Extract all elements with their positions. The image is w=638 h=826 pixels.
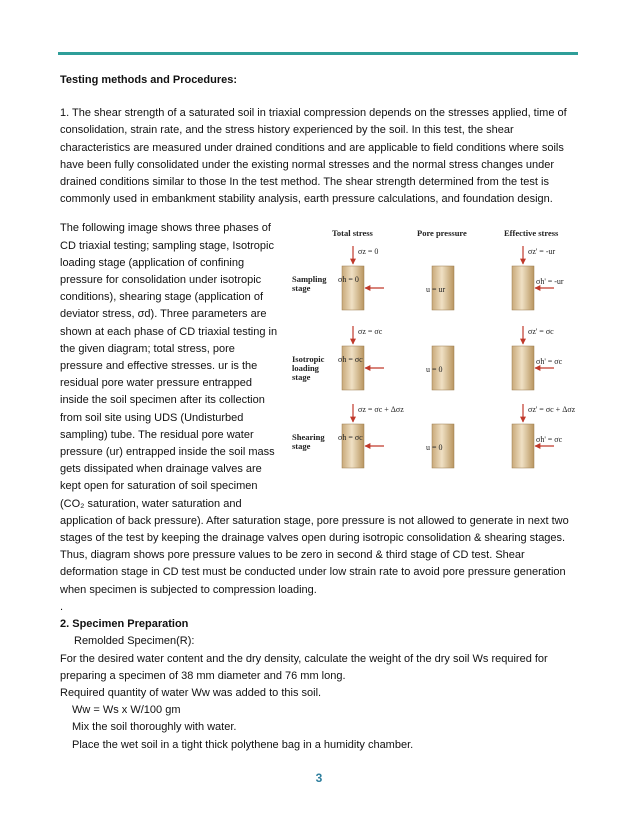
wrapped-line: inside the soil specimen after its collection <box>60 394 265 407</box>
effective-vertical-stress: σz' = σc + Δσz <box>528 405 576 415</box>
diagram-svg <box>292 224 576 484</box>
wrapped-line: residual pore water pressure entrapped <box>60 377 253 390</box>
paragraph-1-number: 1 <box>60 107 67 120</box>
wrapped-line: The following image shows three phases of <box>60 222 271 235</box>
page-number: 3 <box>315 771 323 785</box>
effective-vertical-stress: σz' = σc <box>528 327 554 337</box>
effective-lateral-stress: σh' = σc <box>536 357 563 367</box>
total-lateral-stress: σh = σc <box>338 433 363 443</box>
stage-label: Shearing <box>292 432 325 443</box>
wrapped-line: from soil site using UDS (Undisturbed <box>60 411 244 424</box>
wrapped-line: pressure (ur) entrapped inside the soil mass <box>60 446 275 459</box>
paragraph-2-continued: application of back pressure). After saturation stage, pore pressure is not allowed to generate in next two stages of the test by keeping the drainage valves open during isotropic consolidation & shearing stages. Thus, diagram shows pore pressure values to be zero in second & third stage of CD test. Shear deformation stage in CD test must be conducted under low strain rate to avoid pore pressure generation when specimen is subjected to compression loading. <box>60 514 569 596</box>
stage-label: stage <box>292 283 311 294</box>
section-2-title: 2. Specimen Preparation <box>60 618 189 631</box>
soil-specimen <box>512 266 534 310</box>
soil-specimen <box>342 266 364 310</box>
stage-label: Isotropic <box>292 354 325 365</box>
stage-label: stage <box>292 372 311 383</box>
place-line: Place the wet soil in a tight thick polythene bag in a humidity chamber. <box>72 738 414 751</box>
effective-vertical-stress: σz' = -ur <box>528 247 556 257</box>
wrapped-line: gets dissipated when drainage valves are <box>60 463 262 476</box>
total-lateral-stress: σh = 0 <box>338 275 359 285</box>
wrapped-line: sampling) tube. The residual pore water <box>60 428 254 441</box>
stray-dot: . <box>60 600 64 613</box>
effective-lateral-stress: σh' = σc <box>536 435 563 445</box>
wrapped-line: conditions), shearing stage (application of <box>60 291 264 304</box>
soil-specimen <box>512 424 534 468</box>
wrapped-line: pressure for consolidation under isotropic <box>60 274 262 287</box>
cd-triaxial-diagram <box>292 224 576 484</box>
soil-specimen <box>512 346 534 390</box>
wrapped-line: loading stage (application of confining <box>60 256 245 269</box>
wrapped-paragraph <box>60 220 285 512</box>
prep-text: For the desired water content and the dry density, calculate the weight of the dry soil Ws required for preparing a specimen of 38 mm diameter and 76 mm long. <box>60 652 548 682</box>
soil-specimen <box>342 424 364 468</box>
wrapped-line: shown at each phase of CD triaxial testing in <box>60 325 278 338</box>
figure-wrap <box>60 220 580 512</box>
effective-lateral-stress: σh' = -ur <box>536 277 564 287</box>
document-page <box>60 72 580 754</box>
total-lateral-stress: σh = σc <box>338 355 363 365</box>
mix-line: Mix the soil thoroughly with water. <box>72 721 237 734</box>
stage-label: loading <box>292 363 319 374</box>
paragraph-1-text: . The shear strength of a saturated soil in triaxial compression depends on the stresses applied, time of consolidation, strain rate, and the stress history experienced by the soil. In this test, the shear characteristics are measured under drained conditions and are applicable to field conditions where soils have been fully consolidated under the existing normal stresses and the normal stress changes under drained conditions similar to those In the test method. The shear strength determined from the test is commonly used in embankment stability analysis, earth pressure calculations, and foundation design. <box>60 107 567 206</box>
wrapped-line: CD triaxial testing; sampling stage, Isotropic <box>60 239 274 252</box>
pore-pressure: u = 0 <box>426 443 443 453</box>
total-vertical-stress: σz = σc <box>358 327 383 337</box>
section-heading: Testing methods and Procedures: <box>60 74 238 86</box>
paragraph-1 <box>60 105 580 208</box>
column-header: Pore pressure <box>417 228 467 239</box>
total-vertical-stress: σz = σc + Δσz <box>358 405 404 415</box>
wrapped-line: (CO₂ saturation, water saturation and <box>60 497 242 510</box>
pore-pressure: u = ur <box>426 285 446 295</box>
total-vertical-stress: σz = 0 <box>358 247 379 257</box>
wrapped-line: kept open for saturation of soil specimen <box>60 480 258 493</box>
wrapped-line: deviator stress, σd). Three parameters are <box>60 308 267 321</box>
wrapped-line: pressure and effective stresses. ur is the <box>60 360 258 373</box>
soil-specimen <box>342 346 364 390</box>
remolded-subtitle: Remolded Specimen(R): <box>74 635 195 648</box>
pore-pressure: u = 0 <box>426 365 443 375</box>
top-accent-bar <box>58 52 578 55</box>
water-line: Required quantity of water Ww was added to this soil. <box>60 686 322 699</box>
column-header: Effective stress <box>504 228 559 239</box>
formula-line: Ww = Ws x W/100 gm <box>72 704 181 717</box>
stage-label: stage <box>292 441 311 452</box>
column-header: Total stress <box>332 228 373 239</box>
wrapped-line: the given diagram; total stress, pore <box>60 342 235 355</box>
stage-label: Sampling <box>292 274 327 285</box>
